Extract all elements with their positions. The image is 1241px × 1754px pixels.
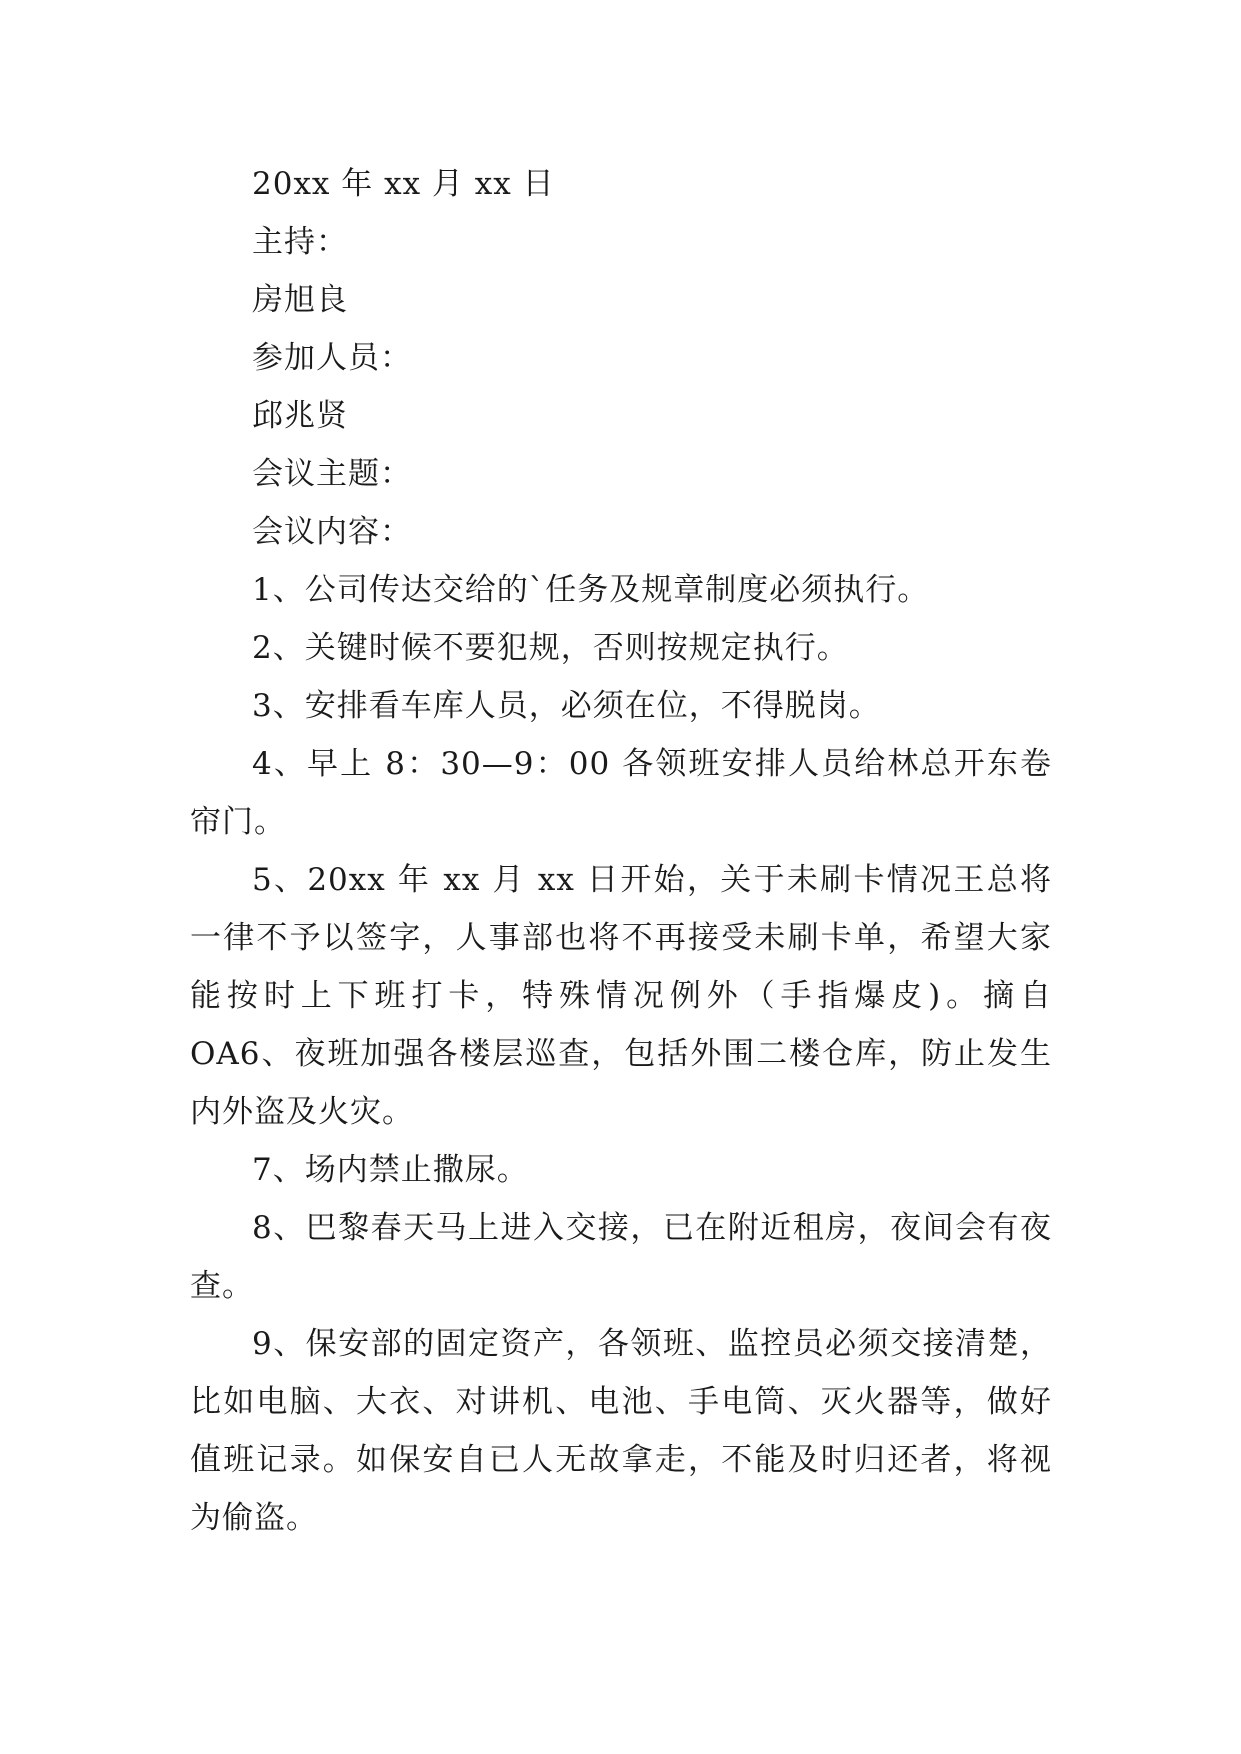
item-5: 5、20xx 年 xx 月 xx 日开始，关于未刷卡情况王总将一律不予以签字，人事部也将不再接受未刷卡单，希望大家能按时上下班打卡，特殊情况例外（手指爆皮)。摘自 OA6、夜班加强各楼层巡查，包括外围二楼仓库，防止发生内外盗及火灾。 bbox=[190, 862, 1052, 1130]
item-4: 4、早上 8：30—9：00 各领班安排人员给林总开东卷帘门。 bbox=[190, 746, 1052, 840]
attendees-label: 参加人员： bbox=[252, 340, 412, 376]
item-8: 8、巴黎春天马上进入交接，已在附近租房，夜间会有夜查。 bbox=[190, 1210, 1052, 1304]
attendee-name: 邱兆贤 bbox=[252, 398, 348, 434]
item-3: 3、安排看车库人员，必须在位，不得脱岗。 bbox=[252, 688, 881, 724]
topic-label: 会议主题： bbox=[252, 456, 412, 492]
host-name: 房旭良 bbox=[252, 282, 348, 318]
document-body bbox=[190, 155, 1052, 1547]
content-label: 会议内容： bbox=[252, 514, 412, 550]
item-9: 9、保安部的固定资产，各领班、监控员必须交接清楚，比如电脑、大衣、对讲机、电池、手电筒、灭火器等，做好值班记录。如保安自已人无故拿走，不能及时归还者，将视为偷盗。 bbox=[190, 1326, 1052, 1536]
item-2: 2、关键时候不要犯规，否则按规定执行。 bbox=[252, 630, 849, 666]
item-7: 7、场内禁止撒尿。 bbox=[252, 1152, 529, 1188]
meeting-date: 20xx 年 xx 月 xx 日 bbox=[252, 166, 555, 202]
item-1: 1、公司传达交给的`任务及规章制度必须执行。 bbox=[252, 572, 930, 608]
host-label: 主持： bbox=[252, 224, 348, 260]
